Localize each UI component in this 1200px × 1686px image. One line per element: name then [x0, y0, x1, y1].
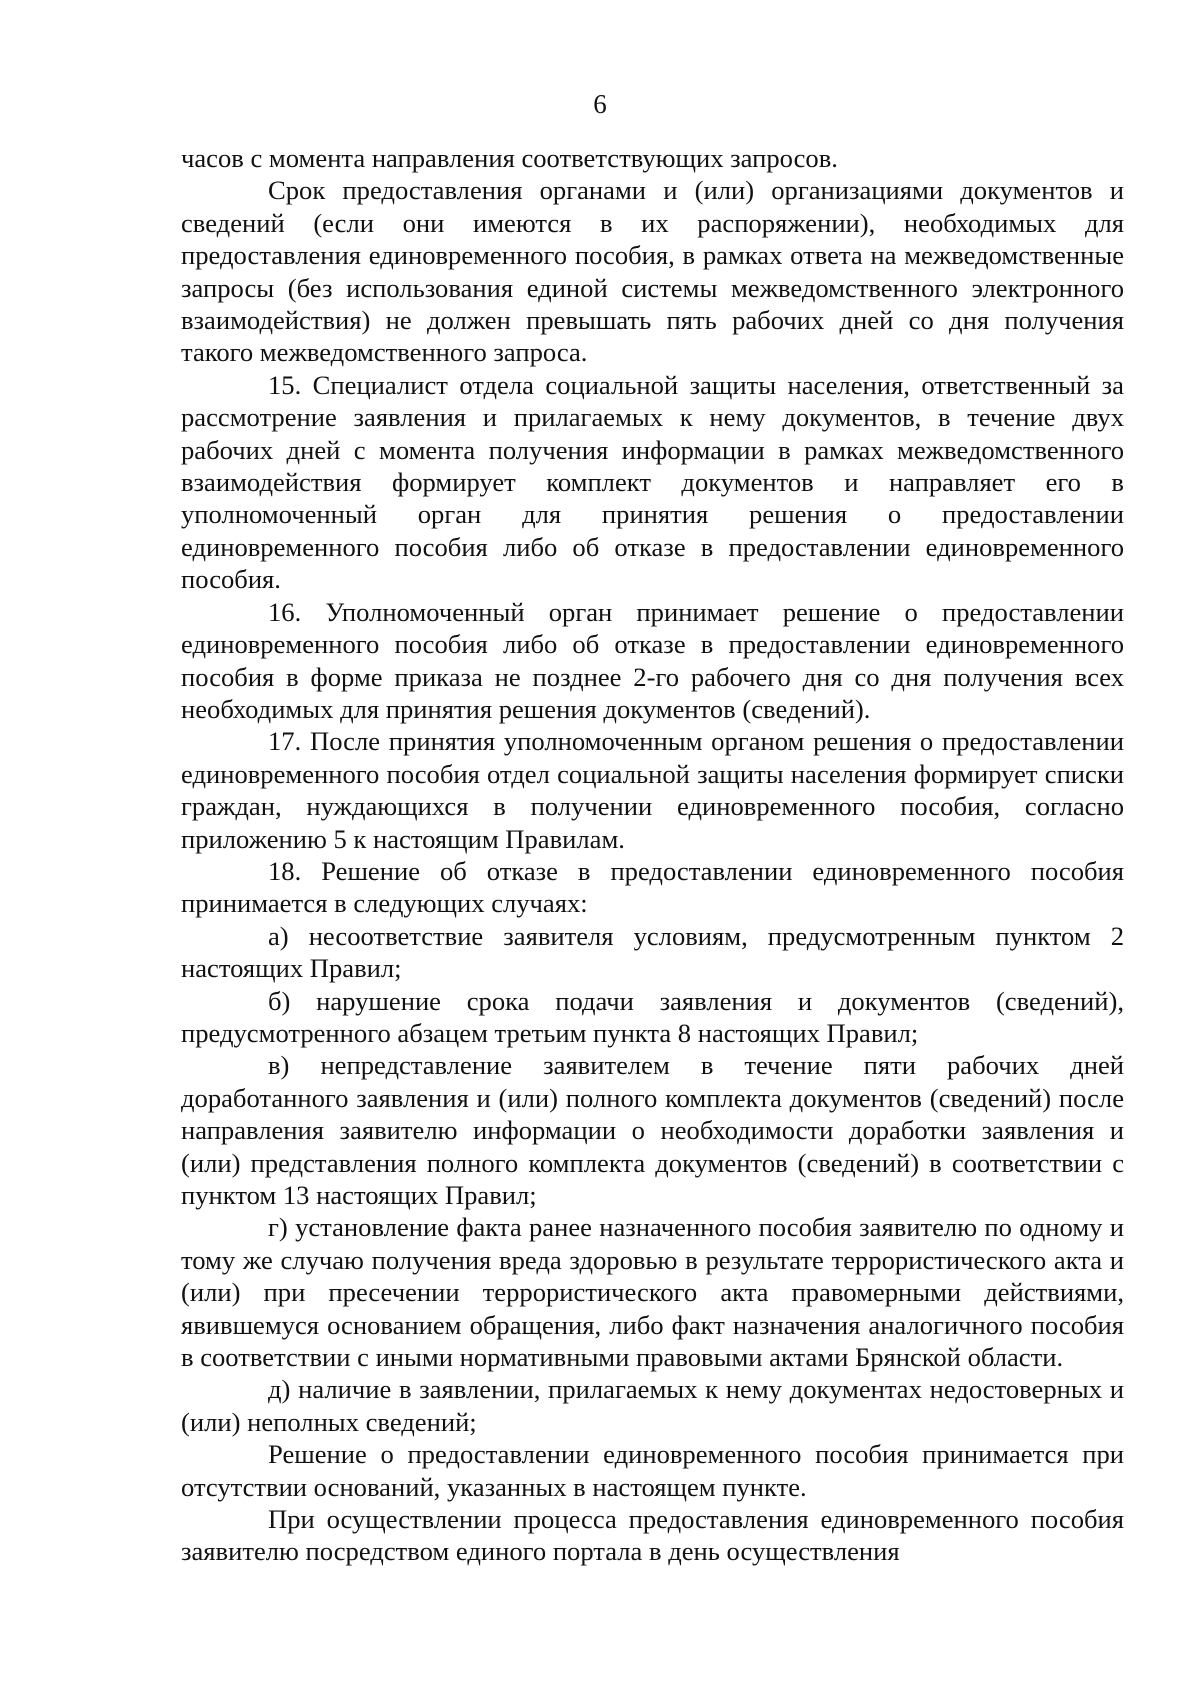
document-body	[181, 142, 1124, 1568]
paragraph-decision: Решение о предоставлении единовременного пособия принимается при отсутствии оснований, указанных в настоящем пункте.	[181, 1439, 1124, 1502]
list-item-b: б) нарушение срока подачи заявления и документов (сведений), предусмотренного абзацем третьим пункта 8 настоящих Правил;	[181, 985, 1124, 1048]
paragraph-18: 18. Решение об отказе в предоставлении единовременного пособия принимается в следующих случаях:	[181, 855, 1124, 919]
list-item-g: г) установление факта ранее назначенного пособия заявителю по одному и тому же случаю получения вреда здоровью в результате террористического акта и (или) при пресечении террористического акта правомерными действиями, явившемуся основанием обращения, либо факт назначения аналогичного пособия в соответствии с иными нормативными правовыми актами Брянской области.	[181, 1212, 1124, 1373]
paragraph-17: 17. После принятия уполномоченным органом решения о предоставлении единовременного пособия отдел социальной защиты населения формирует списки граждан, нуждающихся в получении единовременного пособия, согласно приложению 5 к настоящим Правилам.	[181, 726, 1124, 854]
paragraph-16: 16. Уполномоченный орган принимает решение о предоставлении единовременного пособия либо об отказе в предоставлении единовременного пособия в форме приказа не позднее 2-го рабочего дня со дня получения всех необходимых для принятия решения документов (сведений).	[181, 596, 1124, 724]
page-number: 6	[593, 89, 607, 119]
paragraph-portal: При осуществлении процесса предоставления единовременного пособия заявителю посредством единого портала в день осуществления	[181, 1504, 1124, 1567]
list-item-d: д) наличие в заявлении, прилагаемых к нему документах недостоверных и (или) неполных сведений;	[181, 1374, 1124, 1437]
paragraph-deadline-term: Срок предоставления органами и (или) организациями документов и сведений (если они имеются в их распоряжении), необходимых для предоставления единовременного пособия, в рамках ответа на межведомственные запросы (без использования единой системы межведомственного электронного взаимодействия) не должен превышать пять рабочих дней со дня получения такого межведомственного запроса.	[181, 175, 1124, 368]
list-item-v: в) непредставление заявителем в течение пяти рабочих дней доработанного заявления и (или) полного комплекта документов (сведений) после направления заявителю информации о необходимости доработки заявления и (или) представления полного комплекта документов (сведений) в соответствии с пунктом 13 настоящих Правил;	[181, 1050, 1124, 1210]
list-item-a: а) несоответствие заявителя условиям, предусмотренным пунктом 2 настоящих Правил;	[181, 920, 1124, 984]
paragraph-15: 15. Специалист отдела социальной защиты населения, ответственный за рассмотрение заявления и прилагаемых к нему документов, в течение двух рабочих дней с момента получения информации в рамках межведомственного взаимодействия формирует комплект документов и направляет его в уполномоченный орган для принятия решения о предоставлении единовременного пособия либо об отказе в предоставлении единовременного пособия.	[181, 369, 1124, 595]
paragraph-continuation: часов с момента направления соответствующих запросов.	[181, 143, 838, 173]
